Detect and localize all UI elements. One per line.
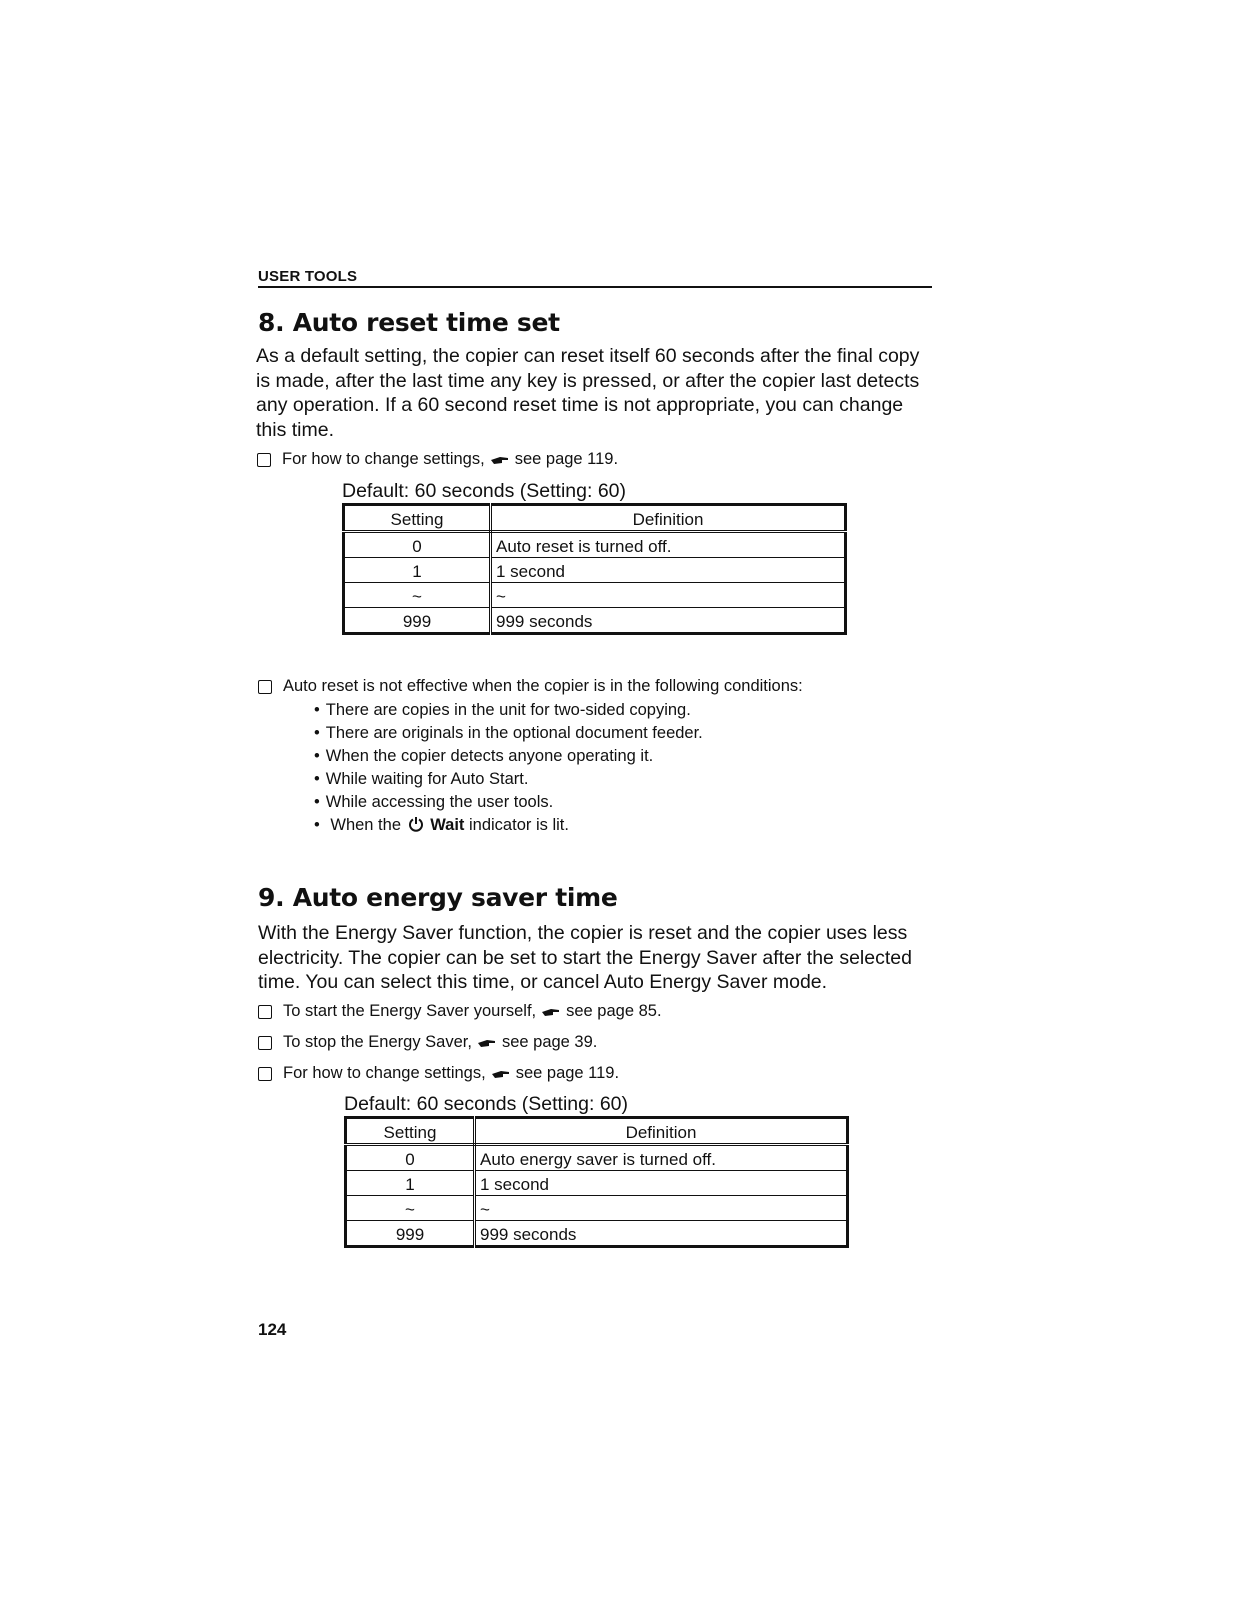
- table-header-row: [344, 505, 846, 532]
- section-9-title: 9. Auto energy saver time: [258, 883, 618, 912]
- section-9-settings-table: [344, 1116, 849, 1248]
- list-item: • When the copier detects anyone operating it.: [314, 745, 703, 768]
- section-9-default-label: Default: 60 seconds (Setting: 60): [344, 1093, 628, 1115]
- section-8-paragraph: As a default setting, the copier can reset itself 60 seconds after the final copy is made, after the last time any key is pressed, or after the copier last detects any operation. If a 60 second reset time is not appropriate, you can change this time.: [256, 345, 920, 441]
- note-text: To start the Energy Saver yourself,: [283, 1002, 537, 1020]
- header-rule: [258, 286, 932, 288]
- note-page-reference: see page 39.: [501, 1033, 598, 1051]
- section-9-note-stop: [258, 1033, 597, 1052]
- checkbox-square-icon: [258, 1036, 272, 1050]
- checkbox-square-icon: [258, 1005, 272, 1019]
- definition-cell: 1 second: [491, 558, 846, 583]
- power-wait-icon: [408, 816, 424, 832]
- list-item: • There are originals in the optional document feeder.: [314, 722, 703, 745]
- note-text: For how to change settings,: [282, 450, 485, 468]
- setting-cell: 0: [346, 1145, 475, 1171]
- section-9-paragraph: With the Energy Saver function, the copier is reset and the copier uses less electricity. The copier can be set to start the Energy Saver after the selected time. You can select this time, or cancel Auto Energy Saver mode.: [258, 922, 912, 993]
- note-page-reference: see page 119.: [514, 450, 619, 468]
- note-page-reference: see page 85.: [566, 1002, 662, 1020]
- running-header: USER TOOLS: [258, 268, 358, 285]
- conditions-note-text: Auto reset is not effective when the copier is in the following conditions:: [283, 677, 803, 695]
- column-header-definition: Definition: [475, 1118, 848, 1145]
- table-row: [344, 608, 846, 634]
- wait-label: Wait: [430, 816, 465, 834]
- definition-cell: Auto energy saver is turned off.: [475, 1145, 848, 1171]
- definition-cell: 999 seconds: [496, 612, 593, 631]
- list-item: • While waiting for Auto Start.: [314, 768, 703, 791]
- setting-cell: ~: [346, 1196, 475, 1221]
- definition-cell: ~: [475, 1196, 848, 1221]
- definition-cell: 999 seconds: [480, 1225, 577, 1244]
- checkbox-square-icon: [257, 453, 271, 467]
- table-row: [344, 532, 846, 558]
- section-8-title: 8. Auto reset time set: [258, 308, 560, 337]
- checkbox-square-icon: [258, 1067, 272, 1081]
- wait-prefix: When the: [330, 816, 401, 834]
- table-row: [346, 1145, 848, 1171]
- pointing-hand-icon: [491, 456, 509, 465]
- note-text: For how to change settings,: [283, 1064, 486, 1082]
- table-row: [344, 558, 846, 583]
- list-item: [314, 814, 703, 837]
- pointing-hand-icon: [542, 1008, 560, 1017]
- pointing-hand-icon: [492, 1070, 510, 1079]
- section-8-settings-table: [342, 503, 847, 635]
- checkbox-square-icon: [258, 680, 272, 694]
- setting-cell: 999: [346, 1221, 475, 1247]
- table-row: [346, 1171, 848, 1196]
- section-9-note-start: [258, 1002, 662, 1021]
- note-text: To stop the Energy Saver,: [283, 1033, 472, 1051]
- note-page-reference: see page 119.: [515, 1064, 620, 1082]
- column-header-setting: Setting: [344, 505, 491, 532]
- page-number: 124: [258, 1320, 287, 1339]
- table-row: [344, 583, 846, 608]
- section-8-default-label: Default: 60 seconds (Setting: 60): [342, 480, 626, 502]
- section-8-settings-note: [257, 450, 618, 469]
- setting-cell: ~: [344, 583, 491, 608]
- pointing-hand-icon: [478, 1039, 496, 1048]
- setting-cell: 1: [344, 558, 491, 583]
- wait-suffix: indicator is lit.: [469, 816, 569, 834]
- table-row: [346, 1196, 848, 1221]
- list-item: • There are copies in the unit for two-sided copying.: [314, 699, 703, 722]
- definition-cell: Auto reset is turned off.: [491, 532, 846, 558]
- conditions-list: [314, 699, 703, 837]
- column-header-definition: Definition: [491, 505, 846, 532]
- list-item: • While accessing the user tools.: [314, 791, 703, 814]
- section-9-note-settings: [258, 1064, 619, 1083]
- section-8-conditions-note: [258, 677, 803, 696]
- column-header-setting: Setting: [346, 1118, 475, 1145]
- table-row: [346, 1221, 848, 1247]
- table-header-row: [346, 1118, 848, 1145]
- setting-cell: 999: [344, 608, 491, 634]
- setting-cell: 1: [346, 1171, 475, 1196]
- definition-cell: 1 second: [475, 1171, 848, 1196]
- setting-cell: 0: [344, 532, 491, 558]
- definition-cell: ~: [491, 583, 846, 608]
